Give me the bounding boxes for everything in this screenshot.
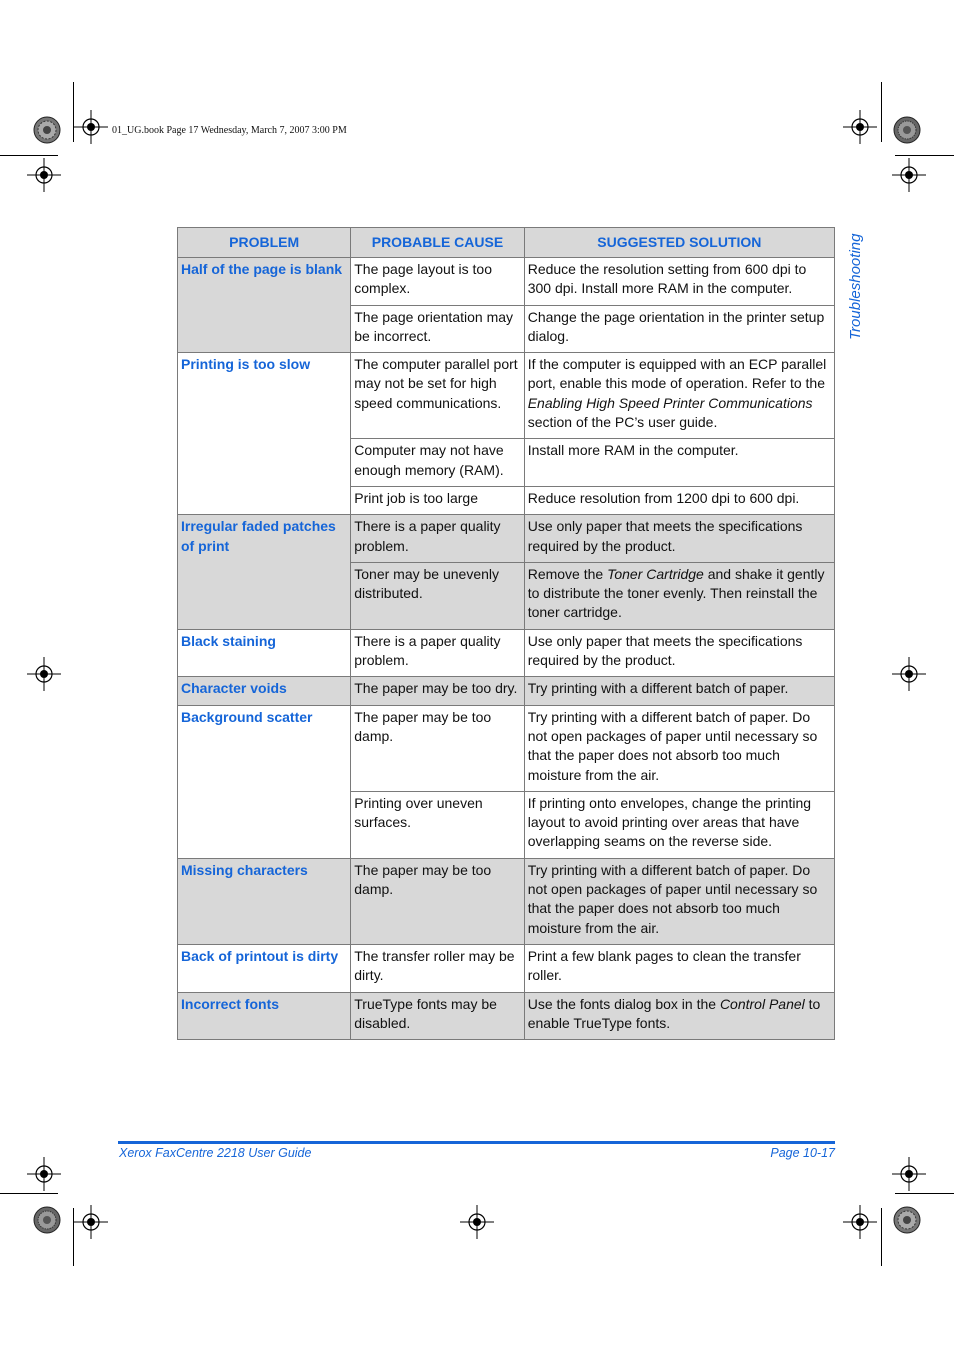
registration-target-icon [27, 1157, 61, 1191]
table-header-row [178, 228, 835, 258]
solution-emphasis: Toner Cartridge [607, 565, 704, 582]
header-problem: PROBLEM [178, 228, 351, 258]
solution-cell [524, 562, 834, 629]
header-suggested-solution: SUGGESTED SOLUTION [524, 228, 834, 258]
cause-cell: The paper may be too damp. [351, 705, 524, 791]
cause-cell: The transfer roller may be dirty. [351, 944, 524, 992]
table-row [178, 858, 835, 944]
problem-cell: Incorrect fonts [178, 992, 351, 1040]
section-side-title [847, 230, 867, 340]
table-row [178, 705, 835, 791]
registration-target-icon [843, 110, 877, 144]
cause-cell: There is a paper quality problem. [351, 629, 524, 677]
cause-cell: There is a paper quality problem. [351, 515, 524, 563]
solution-cell [524, 992, 834, 1040]
solution-text: and shake it gently to distribute the toner evenly. Then reinstall the toner cartridge. [527, 565, 825, 621]
solution-cell: Reduce the resolution setting from 600 dpi to 300 dpi. Install more RAM in the computer. [524, 258, 834, 306]
solution-emphasis: Control Panel [719, 995, 805, 1012]
color-wheel-icon [33, 1206, 61, 1234]
print-stamp: 01_UG.book Page 17 Wednesday, March 7, 2007 3:00 PM [112, 125, 347, 136]
footer-rule [118, 1141, 835, 1144]
footer-guide-title: Xerox FaxCentre 2218 User Guide [119, 1146, 312, 1160]
registration-target-icon [74, 110, 108, 144]
solution-text: to enable TrueType fonts. [527, 995, 821, 1031]
problem-cell: Character voids [178, 677, 351, 705]
table-row [178, 992, 835, 1040]
table-row [178, 258, 835, 306]
color-wheel-icon [33, 116, 61, 144]
cause-cell: Print job is too large [351, 486, 524, 514]
cause-cell: The page orientation may be incorrect. [351, 305, 524, 353]
solution-emphasis: Enabling High Speed Printer Communications [527, 394, 813, 411]
solution-cell: Try printing with a different batch of paper. Do not open packages of paper until necessary so that the paper does not absorb too much moisture from the air. [524, 705, 834, 791]
cause-cell: The paper may be too damp. [351, 858, 524, 944]
problem-cell: Back of printout is dirty [178, 944, 351, 992]
color-wheel-icon [893, 1206, 921, 1234]
cause-cell: Computer may not have enough memory (RAM). [351, 439, 524, 487]
solution-cell: Print a few blank pages to clean the transfer roller. [524, 944, 834, 992]
registration-target-icon [892, 1157, 926, 1191]
solution-cell: Reduce resolution from 1200 dpi to 600 dpi. [524, 486, 834, 514]
solution-cell: Install more RAM in the computer. [524, 439, 834, 487]
registration-target-icon [892, 158, 926, 192]
cause-cell: Printing over uneven surfaces. [351, 791, 524, 858]
cause-cell: Toner may be unevenly distributed. [351, 562, 524, 629]
table-row [178, 515, 835, 563]
registration-target-icon [843, 1205, 877, 1239]
solution-text: Use the fonts dialog box in the [527, 995, 717, 1012]
solution-cell: If printing onto envelopes, change the printing layout to avoid printing over areas that have overlapping seams on the reverse side. [524, 791, 834, 858]
registration-target-icon [460, 1205, 494, 1239]
solution-text: section of the PC’s user guide. [527, 414, 718, 431]
solution-cell: Use only paper that meets the specifications required by the product. [524, 515, 834, 563]
solution-text: If the computer is equipped with an ECP parallel port, enable this mode of operation. Refer to the [527, 356, 827, 392]
table-row [178, 677, 835, 705]
troubleshooting-table [177, 227, 835, 1040]
registration-target-icon [27, 158, 61, 192]
solution-cell: Use only paper that meets the specifications required by the product. [524, 629, 834, 677]
table-row [178, 944, 835, 992]
registration-target-icon [74, 1205, 108, 1239]
color-wheel-icon [893, 116, 921, 144]
cause-cell: The computer parallel port may not be set for high speed communications. [351, 353, 524, 439]
cause-cell: The paper may be too dry. [351, 677, 524, 705]
header-probable-cause: PROBABLE CAUSE [351, 228, 524, 258]
registration-target-icon [892, 657, 926, 691]
side-title-text: Troubleshooting [847, 233, 864, 340]
table-row [178, 353, 835, 439]
solution-cell [524, 353, 834, 439]
problem-cell: Irregular faded patches of print [178, 515, 351, 629]
cause-cell: The page layout is too complex. [351, 258, 524, 306]
footer-page-number: Page 10-17 [770, 1146, 835, 1160]
registration-target-icon [27, 657, 61, 691]
problem-cell: Missing characters [178, 858, 351, 944]
solution-cell: Try printing with a different batch of paper. [524, 677, 834, 705]
problem-cell: Printing is too slow [178, 353, 351, 515]
solution-cell: Try printing with a different batch of paper. Do not open packages of paper until necessary so that the paper does not absorb too much moisture from the air. [524, 858, 834, 944]
table-row [178, 629, 835, 677]
solution-text: Remove the [527, 565, 604, 582]
cause-cell: TrueType fonts may be disabled. [351, 992, 524, 1040]
solution-cell: Change the page orientation in the printer setup dialog. [524, 305, 834, 353]
problem-cell: Background scatter [178, 705, 351, 858]
problem-cell: Black staining [178, 629, 351, 677]
problem-cell: Half of the page is blank [178, 258, 351, 353]
